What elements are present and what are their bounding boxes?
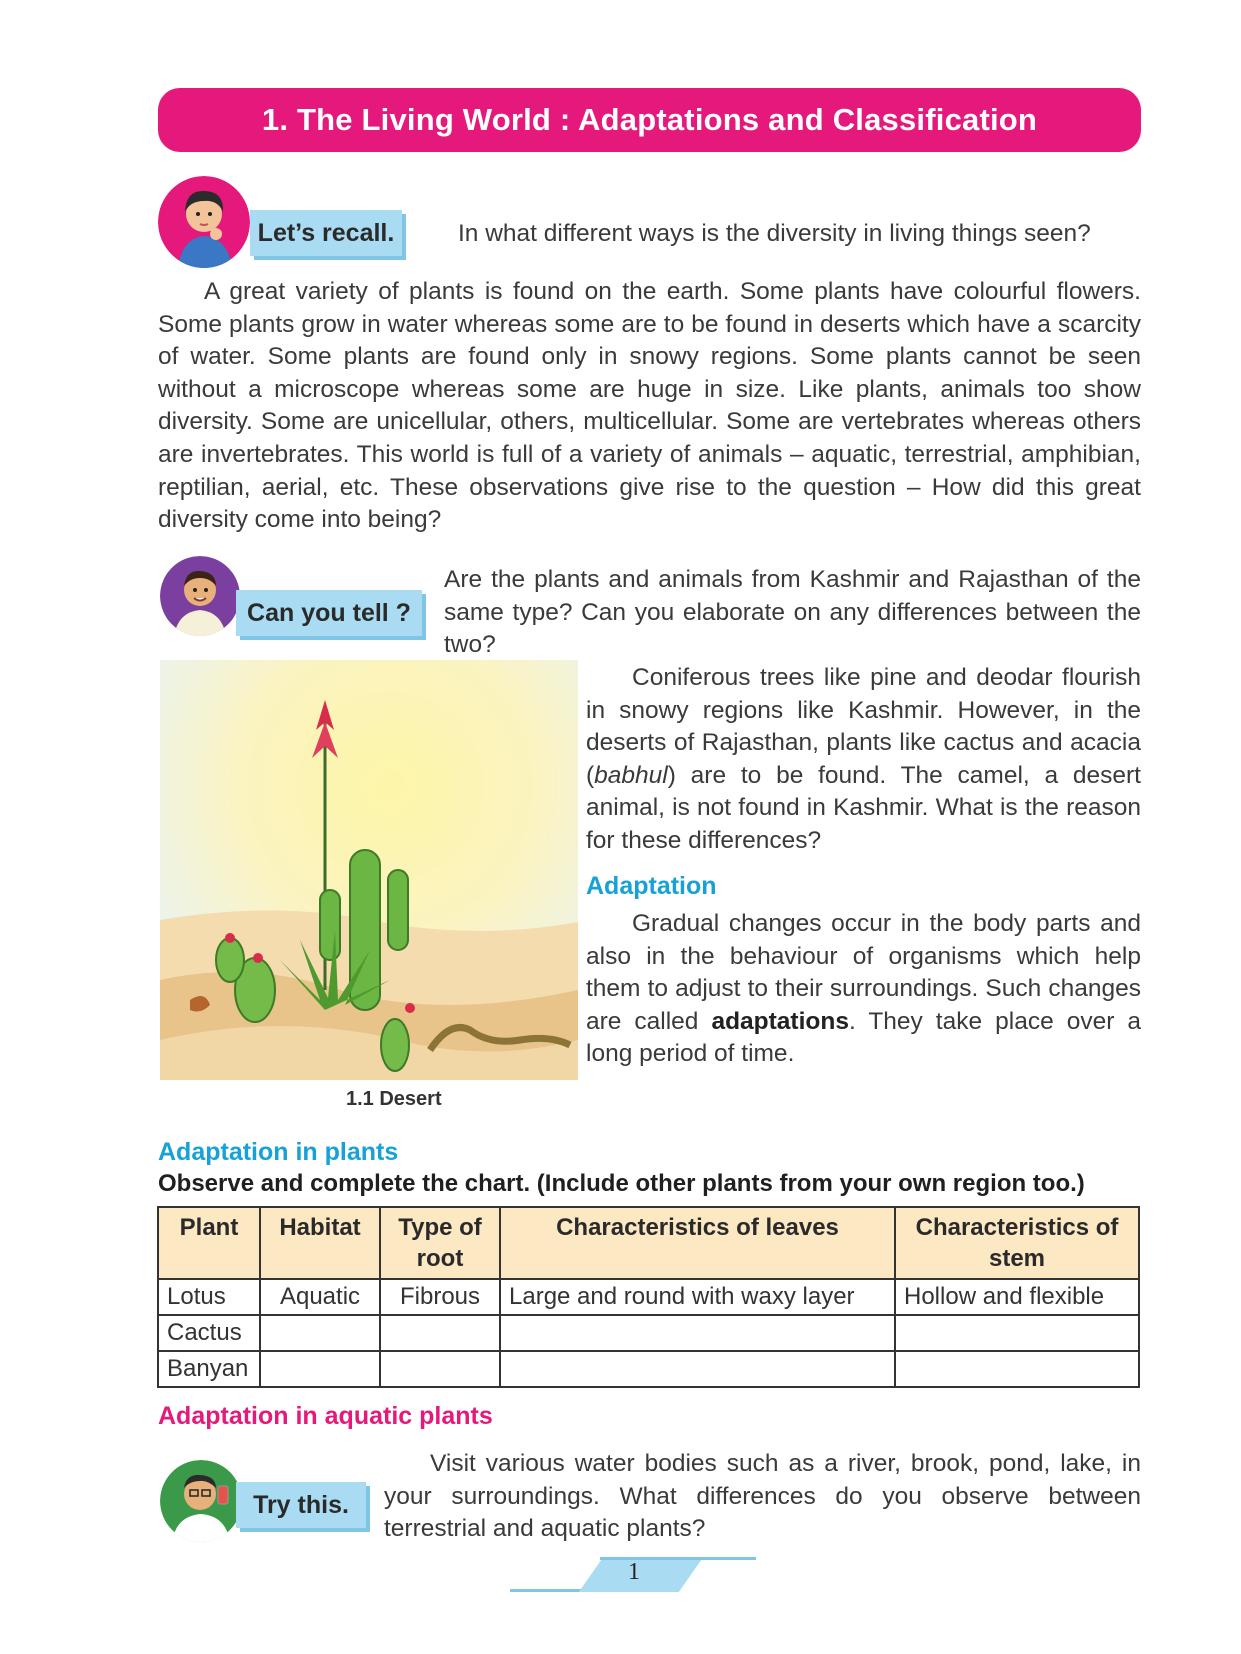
try-this-tag xyxy=(236,1482,366,1528)
table-cell[interactable] xyxy=(260,1315,380,1351)
table-row xyxy=(158,1351,1139,1387)
table-cell: Large and round with waxy layer xyxy=(500,1279,895,1315)
adaptation-paragraph xyxy=(586,908,1141,1071)
intro-text: A great variety of plants is found on the earth. Some plants have colourful flowers. Some plants grow in water whereas some are to be found in deserts which have a scarcity of water. Some plants are found only in snowy regions. Some plants cannot be seen without a microscope whereas some are huge in size. Like plants, animals too show diversity. Some are unicellular, others, multicellular. Some are vertebrates whereas others are invertebrates. This world is full of a variety of animals – aquatic, terrestrial, amphibian, reptilian, aerial, etc. These observations give rise to the question – How did this great diversity come into being? xyxy=(158,278,1141,534)
boy-pointing-avatar xyxy=(160,556,240,636)
page-number: 1 xyxy=(628,1559,640,1585)
coniferous-text-2: ) are to be found. The camel, a desert animal, is not found in Kashmir. What is the reason for these differences? xyxy=(586,761,1141,854)
header-leaves: Characteristics of leaves xyxy=(500,1207,895,1279)
table-cell[interactable] xyxy=(895,1351,1139,1387)
chapter-title-bar xyxy=(158,88,1141,152)
girl-thinking-avatar xyxy=(158,176,250,268)
table-cell: Aquatic xyxy=(260,1279,380,1315)
figure-caption: 1.1 Desert xyxy=(346,1088,442,1110)
scientist-avatar xyxy=(160,1460,242,1542)
adaptation-text-2: . They take place over a long period of time. xyxy=(586,1007,1141,1068)
try-this-label: Try this. xyxy=(253,1490,349,1519)
adaptation-in-plants-heading: Adaptation in plants xyxy=(158,1138,399,1166)
adaptation-text-1: Gradual changes occur in the body parts and also in the behaviour of organisms which help them to adjust to their surroundings. Such changes are called xyxy=(586,910,1141,1035)
adaptation-heading: Adaptation xyxy=(586,872,717,900)
table-cell: Banyan xyxy=(158,1351,260,1387)
can-you-tell-question xyxy=(444,564,1141,662)
header-habitat: Habitat xyxy=(260,1207,380,1279)
coniferous-italic: babhul xyxy=(594,761,668,789)
table-cell: Fibrous xyxy=(380,1279,500,1315)
lets-recall-question: In what different ways is the diversity in living things seen? xyxy=(458,220,1091,247)
desert-illustration xyxy=(160,660,578,1080)
table-cell[interactable] xyxy=(380,1351,500,1387)
table-cell[interactable] xyxy=(895,1315,1139,1351)
can-you-tell-text: Are the plants and animals from Kashmir and Rajasthan of the same type? Can you elaborate on any differences between the two? xyxy=(444,566,1141,659)
adaptation-bold: adaptations xyxy=(711,1007,849,1035)
table-row xyxy=(158,1315,1139,1351)
aquatic-plants-heading: Adaptation in aquatic plants xyxy=(158,1402,493,1430)
table-cell: Cactus xyxy=(158,1315,260,1351)
table-cell[interactable] xyxy=(260,1351,380,1387)
table-cell[interactable] xyxy=(500,1351,895,1387)
table-cell[interactable] xyxy=(500,1315,895,1351)
chart-instruction: Observe and complete the chart. (Include other plants from your own region too.) xyxy=(158,1170,1085,1197)
header-root: Type of root xyxy=(380,1207,500,1279)
table-cell: Hollow and flexible xyxy=(895,1279,1139,1315)
try-this-text: Visit various water bodies such as a river, brook, pond, lake, in your surroundings. What differences do you observe between terrestrial and aquatic plants? xyxy=(384,1450,1141,1543)
table-cell: Lotus xyxy=(158,1279,260,1315)
header-stem: Characteristics of stem xyxy=(895,1207,1139,1279)
table-cell[interactable] xyxy=(380,1315,500,1351)
intro-paragraph xyxy=(158,276,1141,537)
coniferous-text-1: Coniferous trees like pine and deodar flourish in snowy regions like Kashmir. However, in the deserts of Rajasthan, plants like cactus and acacia ( xyxy=(586,664,1141,789)
chapter-title: 1. The Living World : Adaptations and Classification xyxy=(261,102,1038,137)
lets-recall-tag xyxy=(250,210,402,256)
lets-recall-label: Let’s recall. xyxy=(257,218,395,247)
adaptation-chart xyxy=(157,1206,1140,1388)
can-you-tell-label: Can you tell ? xyxy=(247,598,411,627)
header-plant: Plant xyxy=(158,1207,260,1279)
can-you-tell-tag xyxy=(236,590,422,636)
table-header-row xyxy=(158,1207,1139,1279)
try-this-paragraph xyxy=(384,1448,1141,1546)
table-row xyxy=(158,1279,1139,1315)
page-number-badge xyxy=(579,1560,701,1592)
coniferous-paragraph xyxy=(586,662,1141,858)
